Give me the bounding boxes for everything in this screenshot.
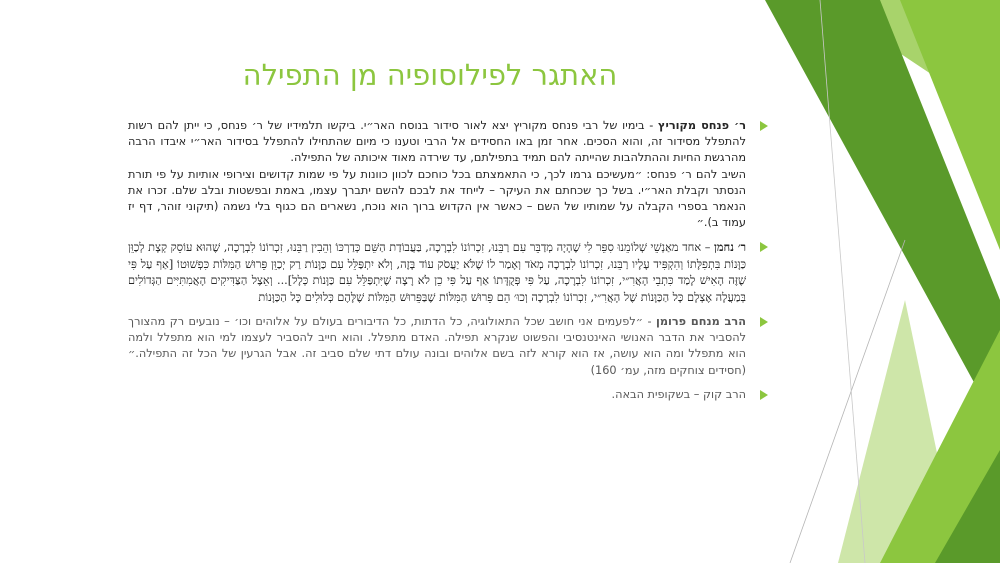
bullet-arrow-icon bbox=[760, 317, 768, 327]
bullet-paragraph-1: הרב קוק – בשקופית הבאה. bbox=[611, 387, 746, 401]
bullet-paragraph-1 bbox=[128, 314, 746, 379]
bullet-paragraph-1 bbox=[128, 239, 746, 306]
slide-title: האתגר לפילוסופיה מן התפילה bbox=[242, 58, 618, 92]
bullet-paragraph-1 bbox=[128, 118, 746, 167]
speaker-name: הרב מנחם פרומן bbox=[655, 315, 746, 329]
bullet-paragraph-2: השיב להם ר׳ פנחס: ״מעשיכם גרמו לכך, כי התאמצתם בכל כוחכם לכוון כוונות על פי שמות קדושים וצירופי אותיות על פי תורת הנסתר וקבלת האר״י. בשל כך שכחתם את העיקר – לייחד את לבכם להשם יתברך עצמו, באמת ובפשטות ובלב שלם. זכרו את הנאמר בספרי הקבלה על שמותיו של השם – כאשר אין הקדוש ברוך הוא נוכח, נשארים הם כגוף בלי נשמה (תיקוני זוהר, דף יז עמוד ב).״ bbox=[128, 167, 746, 230]
quote-text: - ״לפעמים אני חושב שכל התאולוגיה, כל הדתות, כל הדיבורים בעולם על אלוהים וכו׳ – נובעים רק מהצורך להסביר את הדבר האנושי האינטנסיבי והפשוט שנקרא תפילה. האדם מתפלל. והוא חייב להסביר לעצמו למי הוא מתפלל ולמה הוא מתפלל ומה הוא עושה, אז הוא קורא לזה בשם אלוהים ובונה עולם דתי שלם סביב זה. אבל הגרעין של הכל זה התפילה.״ (חסידים צוחקים מזה, עמ׳ 160) bbox=[128, 315, 746, 377]
bullet-arrow-icon bbox=[760, 121, 768, 131]
quote-text: – אחד מאַנְשֵׁי שְׁלוֹמֵנוּ סִפֵּר לִי שֶׁהָיָה מְדַבֵּר עִם רַבֵּנוּ, זִכְרוֹנוֹ לִבְרָכָה, בַּעֲבוֹדַת הַשֵּׁם כְּדַרְכּוֹ וְהֵבִין רַבֵּנוּ, זִכְרוֹנוֹ לִבְרָכָה, שֶׁהוּא עוֹסֵק קְצָת לְכַוֵּן כַּוָּנוֹת בִּתְפִלָּתוֹ וְהִקְפִּיד עָלָיו רַבֵּנוּ, זִכְרוֹנוֹ לִבְרָכָה מְאֹד וְאָמַר לוֹ שֶׁלֹּא יַעֲסֹק עוֹד בָּזֶה, וְלֹא יִתְפַּלֵּל עִם כַּוָּנוֹת רַק יְכַוֵּן פֵּרוּשׁ הַמִּלּוֹת כִּפְשׁוּטוֹ [אַף עַל פִּי שֶׁזֶּה הָאִישׁ לָמַד כִּתְבֵי הָאֲרִ״י, זִכְרוֹנוֹ לִבְרָכָה, עַל פִּי פְּקֻדָּתוֹ אַף עַל פִּי כֵן לֹא רָצָה שֶׁיִּתְפַּלֵּל עִם כַּוָּנוֹת כְּלָל]... וְאֵצֶל הַצַּדִּיקִים הָאֲמִתִּיִּים הַגְּדוֹלִים בְּמַעֲלָה אֶצְלָם כָּל הַכַּוָּנוֹת שֶׁל הָאֲרִ״י, זִכְרוֹנוֹ לִבְרָכָה וְכוּ׳ הֵם פֵּרוּשׁ הַמִּלּוֹת שֶׁבַּפֵּרוּשׁ הַמִּלּוֹת שֶׁלָּהֶם כְּלוּלִים כָּל הַכַּוָּנוֹת bbox=[128, 241, 746, 304]
bullet-pinchas-koretz bbox=[128, 118, 768, 231]
bullet-rav-kook bbox=[128, 387, 768, 403]
quote-text: - בימיו של רבי פנחס מקוריץ יצא לאור סידור בנוסח האר״י. ביקשו תלמידיו של ר׳ פנחס, כי ייתן להם רשות להתפלל מסידור זה, והוא הסכים. אחר זמן באו החסידים אל הרבי וטענו כי מיום שהתחילו להתפלל בסידור האר״י איבדו הרבה מהרגשת החיות וההתלהבות שהייתה להם תמיד בתפילתם, עד שירדה מאוד איכותה של התפילה. bbox=[128, 119, 746, 165]
speaker-name: ר׳ פנחס מקוריץ bbox=[658, 119, 746, 132]
bullet-froman bbox=[128, 314, 768, 379]
bullet-arrow-icon bbox=[760, 390, 768, 400]
speaker-name: ר׳ נחמן bbox=[713, 240, 747, 255]
bullet-arrow-icon bbox=[760, 242, 768, 252]
slide-content bbox=[128, 118, 768, 411]
bullet-nachman bbox=[128, 239, 768, 306]
